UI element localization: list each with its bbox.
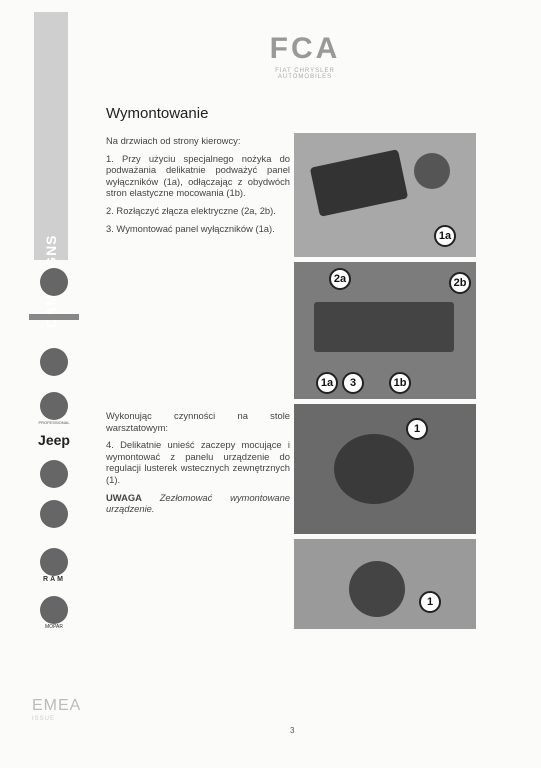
device-shape <box>334 434 414 504</box>
callout-1: 1 <box>406 418 428 440</box>
logo-subtitle: FIAT CHRYSLER AUTOMOBILES <box>275 68 335 80</box>
instructions-block-1 <box>106 135 290 240</box>
photo-bench-removal <box>294 404 476 534</box>
photo-door-switch-panel <box>294 133 476 257</box>
intro-text-2: Wykonując czynności na stole warsztatowym: <box>106 410 290 433</box>
knob-shape <box>414 153 450 189</box>
fca-logo <box>250 32 360 80</box>
callout-2a: 2a <box>329 268 351 290</box>
switch-panel-shape <box>310 149 408 217</box>
ram-text: RAM <box>43 576 65 583</box>
callout-1-b: 1 <box>419 591 441 613</box>
jeep-logo: Jeep <box>38 432 70 448</box>
step-4: 4. Delikatnie unieść zaczepy mocujące i wymontować z panelu urządzenie do regulacji lusterek wstecznych zewnętrznych (1). <box>106 439 290 485</box>
intro-text: Na drzwiach od strony kierowcy: <box>106 135 241 146</box>
panel-shape <box>314 302 454 352</box>
section-title: Wymontowanie <box>106 105 209 122</box>
warning-label: UWAGA <box>106 491 142 503</box>
warning <box>106 492 290 515</box>
mopar-logo <box>28 596 80 630</box>
logo-text: FCA <box>269 32 341 65</box>
photo-connectors <box>294 262 476 399</box>
callout-1a-2: 1a <box>316 372 338 394</box>
ram-logo <box>28 548 80 583</box>
footer-sub: ISSUE <box>32 716 56 722</box>
warning-text: Zezłomować wymontowane urządzenie. <box>106 491 291 515</box>
mopar-text: MOPAR <box>45 624 63 630</box>
instructions-block-2 <box>106 410 290 521</box>
fiat-professional-text: PROFESSIONAL <box>38 420 70 425</box>
step-3: 3. Wymontować panel wyłączników (1a). <box>106 222 275 234</box>
lancia-logo <box>28 460 80 488</box>
abarth-logo <box>28 500 80 528</box>
campaigns-sidebar <box>34 12 68 260</box>
alfa-romeo-logo <box>28 268 80 296</box>
callout-2b: 2b <box>449 272 471 294</box>
chrysler-dodge-logo <box>28 300 80 330</box>
footer-region: EMEA <box>32 697 82 714</box>
step-1: 1. Przy użyciu specjalnego nożyka do podważania delikatnie podważyć panel wyłączników (1a), odłączając z obydwóch stron elastyczne mocowania (1b). <box>106 152 290 199</box>
page-number: 3 <box>290 726 295 735</box>
callout-3: 3 <box>342 372 364 394</box>
photo-mirror-control <box>294 539 476 629</box>
fiat-professional-logo <box>28 392 80 425</box>
fiat-logo <box>28 348 80 376</box>
callout-1b: 1b <box>389 372 411 394</box>
step-2: 2. Rozłączyć złącza elektryczne (2a, 2b). <box>106 204 276 216</box>
mirror-knob-shape <box>349 561 405 617</box>
callout-1a: 1a <box>434 225 456 247</box>
